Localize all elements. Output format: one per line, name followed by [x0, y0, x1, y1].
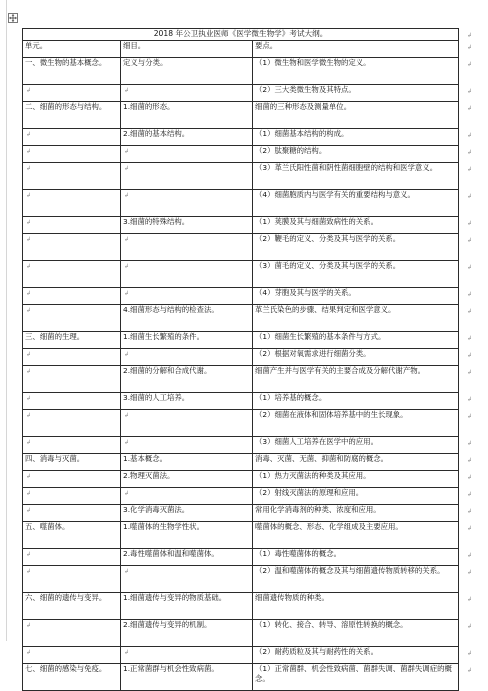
cell-end-mark: ↲ [26, 568, 32, 575]
cell-end-mark: ↲ [26, 307, 32, 314]
cell-end-mark: ↲ [26, 395, 32, 402]
item-cell[interactable] [121, 217, 253, 234]
point-cell[interactable] [253, 305, 473, 332]
row-end-mark: ↲ [467, 552, 473, 559]
row-end-mark: ↲ [467, 650, 473, 657]
cell-end-mark: ↲ [26, 622, 32, 629]
table-row [23, 454, 459, 471]
unit-cell-text: 七、细菌的感染与免疫。 [25, 664, 107, 673]
row-end-mark: ↲ [467, 596, 473, 603]
cell-end-mark: ↲ [26, 507, 32, 514]
header-row [23, 41, 459, 58]
item-cell-text: 2.毒性噬菌体和温和噬菌体。 [123, 549, 219, 558]
table-row [23, 85, 459, 102]
point-cell-text: （4）细菌胞质内与医学有关的重要结构与意义。 [255, 190, 415, 199]
item-cell-text: 1.细菌的形态。 [123, 102, 175, 111]
cell-end-mark: ↲ [26, 551, 32, 558]
table-row [23, 664, 459, 691]
row-end-mark: ↲ [467, 237, 473, 244]
point-cell-text: 细菌的三种形态及测量单位。 [255, 102, 352, 111]
item-cell-text: 3.细菌的特殊结构。 [123, 217, 190, 226]
unit-cell[interactable] [23, 593, 121, 620]
cell-end-mark: ↲ [26, 649, 32, 656]
cell-end-mark: ↲ [26, 368, 32, 375]
row-end-mark: ↲ [467, 474, 473, 481]
point-cell[interactable] [253, 102, 473, 129]
unit-cell[interactable] [23, 454, 121, 471]
table-row [23, 471, 459, 488]
table-row [23, 163, 459, 190]
item-cell[interactable] [121, 566, 253, 593]
point-cell-text: （2）鞭毛的定义、分类及其与医学的关系。 [255, 234, 401, 243]
table-row [23, 410, 459, 437]
point-cell[interactable] [253, 58, 473, 85]
item-cell[interactable] [121, 261, 253, 288]
unit-cell[interactable] [23, 146, 121, 163]
unit-cell-text: 二、细菌的形态与结构。 [25, 102, 107, 111]
cell-end-mark: ↲ [26, 192, 32, 199]
item-cell[interactable] [121, 146, 253, 163]
unit-cell[interactable] [23, 366, 121, 393]
point-cell[interactable] [253, 647, 473, 664]
item-cell-text: 1.基本概念。 [123, 454, 168, 463]
cell-end-mark: ↲ [26, 165, 32, 172]
point-cell-text: （3）细菌人工培养在医学中的应用。 [255, 437, 378, 446]
item-cell[interactable] [121, 410, 253, 437]
row-end-mark: ↲ [467, 132, 473, 139]
item-cell[interactable] [121, 522, 253, 549]
unit-cell[interactable] [23, 305, 121, 332]
point-cell[interactable] [253, 393, 473, 410]
unit-cell[interactable] [23, 163, 121, 190]
unit-cell[interactable] [23, 190, 121, 217]
cell-end-mark: ↲ [124, 165, 130, 172]
item-cell-text: 1.正常菌群与机会性致病菌。 [123, 664, 219, 673]
point-cell[interactable] [253, 163, 473, 190]
cell-end-mark: ↲ [124, 87, 130, 94]
point-cell[interactable] [253, 437, 473, 454]
row-end-mark: ↲ [467, 667, 473, 674]
cell-end-mark: ↲ [26, 290, 32, 297]
point-cell[interactable] [253, 620, 473, 647]
unit-cell[interactable] [23, 437, 121, 454]
header-item[interactable]: 细目。 [121, 41, 253, 58]
cell-end-mark: ↲ [26, 473, 32, 480]
point-cell[interactable] [253, 349, 473, 366]
row-end-mark: ↲ [467, 508, 473, 515]
table-row [23, 549, 459, 566]
cell-end-mark: ↲ [124, 439, 130, 446]
unit-cell[interactable] [23, 522, 121, 549]
point-cell-text: 噬菌体的概念、形态、化学组成及主要应用。 [255, 522, 403, 531]
point-cell[interactable] [253, 664, 473, 691]
item-cell-text: 3.化学消毒灭菌法。 [123, 505, 190, 514]
table-row [23, 129, 459, 146]
item-cell[interactable] [121, 505, 253, 522]
point-cell-text: 革兰氏染色的步骤、结果判定和医学意义。 [255, 305, 396, 314]
cell-end-mark: ↲ [26, 490, 32, 497]
point-cell[interactable] [253, 471, 473, 488]
item-cell[interactable] [121, 102, 253, 129]
item-cell[interactable] [121, 234, 253, 261]
point-cell-text: （2）射线灭菌法的原理和应用。 [255, 488, 364, 497]
cell-end-mark: ↲ [26, 236, 32, 243]
point-cell[interactable] [253, 217, 473, 234]
unit-cell[interactable] [23, 234, 121, 261]
item-cell-text: 2.物理灭菌法。 [123, 471, 175, 480]
cell-end-mark: ↲ [124, 568, 130, 575]
title-row [23, 29, 459, 41]
table-row [23, 146, 459, 163]
point-cell-text: （2）肽聚糖的结构。 [255, 146, 327, 155]
row-end-mark: ↲ [467, 569, 473, 576]
point-cell-text: 常用化学消毒剂的种类、浓度和应用。 [255, 505, 381, 514]
point-cell[interactable] [253, 410, 473, 437]
item-cell-text: 1.噬菌体的生物学性状。 [123, 522, 204, 531]
cell-end-mark: ↲ [124, 649, 130, 656]
item-cell[interactable] [121, 190, 253, 217]
point-cell-text: 细菌遗传物质的种类。 [255, 593, 329, 602]
unit-cell-text: 三、细菌的生理。 [25, 332, 85, 341]
table-row [23, 58, 459, 85]
table-row [23, 332, 459, 349]
row-end-mark: ↲ [467, 525, 473, 532]
item-cell[interactable] [121, 85, 253, 102]
row-end-mark: ↲ [467, 308, 473, 315]
item-cell-text: 2.细菌的基本结构。 [123, 129, 190, 138]
cell-end-mark: ↲ [26, 87, 32, 94]
item-cell-text: 4.细菌形态与结构的检查法。 [123, 305, 219, 314]
point-cell[interactable] [253, 190, 473, 217]
table-row [23, 217, 459, 234]
cell-end-mark: ↲ [26, 263, 32, 270]
unit-cell[interactable] [23, 410, 121, 437]
table-row [23, 488, 459, 505]
unit-cell[interactable] [23, 217, 121, 234]
point-cell-text: （4）芽胞及其与医学的关系。 [255, 288, 356, 297]
table-row [23, 305, 459, 332]
row-end-mark: ↲ [467, 193, 473, 200]
unit-cell[interactable] [23, 58, 121, 85]
item-cell[interactable] [121, 664, 253, 691]
point-cell-text: 消毒、灭菌、无菌、抑菌和防腐的概念。 [255, 454, 389, 463]
point-cell[interactable] [253, 146, 473, 163]
point-cell-text: （1）培养基的概念。 [255, 393, 327, 402]
row-end-mark: ↲ [467, 166, 473, 173]
point-cell-text: （1）毒性噬菌体的概念。 [255, 549, 342, 558]
item-cell[interactable] [121, 349, 253, 366]
cell-end-mark: ↲ [124, 490, 130, 497]
point-cell-text: （1）荚膜及其与细菌致病性的关系。 [255, 217, 378, 226]
table-move-handle-icon[interactable] [8, 13, 18, 23]
unit-cell[interactable] [23, 620, 121, 647]
row-end-mark: ↲ [467, 352, 473, 359]
cell-end-mark: ↲ [124, 290, 130, 297]
point-cell[interactable] [253, 566, 473, 593]
point-cell-text: 细菌产生并与医学有关的主要合成及分解代谢产物。 [255, 366, 425, 375]
table-row [23, 349, 459, 366]
point-cell[interactable] [253, 288, 473, 305]
table-row [23, 566, 459, 593]
table-row [23, 593, 459, 620]
point-cell-text: （2）三大类微生物及其特点。 [255, 85, 356, 94]
table-row [23, 190, 459, 217]
cell-end-mark: ↲ [124, 192, 130, 199]
item-cell[interactable] [121, 647, 253, 664]
item-cell[interactable] [121, 620, 253, 647]
row-end-mark: ↲ [467, 88, 473, 95]
item-cell-text: 2.细菌的分解和合成代谢。 [123, 366, 212, 375]
item-cell-text: 定义与分类。 [123, 58, 168, 67]
cell-end-mark: ↲ [26, 148, 32, 155]
header-point[interactable]: 要点。 ↲ [253, 41, 459, 58]
row-end-mark: ↲ [467, 623, 473, 630]
unit-cell[interactable] [23, 261, 121, 288]
cell-end-mark: ↲ [26, 439, 32, 446]
unit-cell-text: 一、微生物的基本概念。 [25, 58, 107, 67]
point-cell-text: （1）细菌生长繁殖的基本条件与方式。 [255, 332, 386, 341]
exam-outline-table [22, 28, 473, 691]
unit-cell[interactable] [23, 349, 121, 366]
item-cell[interactable] [121, 129, 253, 146]
item-cell-text: 1.细菌生长繁殖的条件。 [123, 332, 204, 341]
row-end-mark: ↲ [467, 457, 473, 464]
unit-cell[interactable] [23, 471, 121, 488]
point-cell-text: （2）温和噬菌体的概念及其与细菌遗传物质转移的关系。 [255, 566, 445, 575]
unit-cell[interactable] [23, 505, 121, 522]
point-cell[interactable] [253, 488, 473, 505]
cell-end-mark: ↲ [124, 148, 130, 155]
item-cell[interactable] [121, 58, 253, 85]
cell-end-mark: ↲ [26, 131, 32, 138]
row-end-mark: ↲ [467, 149, 473, 156]
point-cell[interactable] [253, 332, 473, 349]
unit-cell[interactable] [23, 549, 121, 566]
unit-cell[interactable] [23, 288, 121, 305]
row-end-mark: ↲ [467, 291, 473, 298]
table-row [23, 620, 459, 647]
table-row [23, 261, 459, 288]
row-end-mark: ↲ [467, 105, 473, 112]
point-cell[interactable] [253, 129, 473, 146]
row-end-mark: ↲ [467, 61, 473, 68]
unit-cell[interactable] [23, 102, 121, 129]
table-row [23, 393, 459, 410]
point-cell-text: （1）正常菌群、机会性致病菌、菌群失调、菌群失调症的概念。 [255, 664, 452, 683]
point-cell-text: （3）革兰氏阳性菌和阴性菌细胞壁的结构和医学意义。 [255, 163, 438, 172]
table-row [23, 505, 459, 522]
table-row [23, 437, 459, 454]
row-end-mark: ↲ [467, 220, 473, 227]
item-cell[interactable] [121, 454, 253, 471]
point-cell[interactable] [253, 85, 473, 102]
unit-cell[interactable] [23, 393, 121, 410]
unit-cell[interactable] [23, 129, 121, 146]
point-cell[interactable] [253, 234, 473, 261]
point-cell[interactable] [253, 454, 473, 471]
unit-cell-text: 六、细菌的遗传与变异。 [25, 593, 107, 602]
table-row [23, 102, 459, 129]
row-end-mark: ↲ [467, 335, 473, 342]
row-end-mark: ↲ [467, 369, 473, 376]
row-end-mark: ↲ [467, 491, 473, 498]
point-cell-text: （2）根据对氧需求进行细菌分类。 [255, 349, 371, 358]
row-end-mark: ↲ [467, 440, 473, 447]
item-cell[interactable] [121, 437, 253, 454]
header-unit[interactable]: 单元。 [23, 41, 121, 58]
table-row [23, 288, 459, 305]
unit-cell[interactable] [23, 488, 121, 505]
unit-cell[interactable] [23, 647, 121, 664]
point-cell-text: （1）转化、接合、转导、溶原性转换的概念。 [255, 620, 408, 629]
point-cell-text: （2）细菌在液体和固体培养基中的生长现象。 [255, 410, 408, 419]
cell-end-mark: ↲ [124, 351, 130, 358]
unit-cell[interactable] [23, 566, 121, 593]
item-cell[interactable] [121, 163, 253, 190]
item-cell[interactable] [121, 332, 253, 349]
table-row [23, 522, 459, 549]
point-cell-text: （3）菌毛的定义、分类及其与医学的关系。 [255, 261, 401, 270]
unit-cell[interactable] [23, 664, 121, 691]
cell-end-mark: ↲ [124, 412, 130, 419]
point-cell[interactable] [253, 522, 473, 549]
table-row [23, 647, 459, 664]
point-cell[interactable] [253, 366, 473, 393]
unit-cell[interactable] [23, 85, 121, 102]
item-cell-text: 1.细菌遗传与变异的物质基础。 [123, 593, 227, 602]
page-margin-edge [0, 0, 7, 641]
point-cell[interactable] [253, 505, 473, 522]
point-cell-text: （1）细菌基本结构的构成。 [255, 129, 349, 138]
unit-cell-text: 五、噬菌体。 [25, 522, 70, 531]
cell-end-mark: ↲ [124, 263, 130, 270]
item-cell[interactable] [121, 288, 253, 305]
item-cell-text: 3.细菌的人工培养。 [123, 393, 190, 402]
document-title[interactable]: 2018 年公卫执业医师《医学微生物学》考试大纲。 ↲ [23, 29, 459, 41]
point-cell[interactable] [253, 593, 473, 620]
item-cell-text: 2.细菌遗传与变异的机制。 [123, 620, 212, 629]
row-end-mark: ↲ [467, 264, 473, 271]
unit-cell-text: 四、消毒与灭菌。 [25, 454, 85, 463]
point-cell[interactable] [253, 261, 473, 288]
cell-end-mark: ↲ [26, 219, 32, 226]
item-cell[interactable] [121, 471, 253, 488]
row-end-mark: ↲ [467, 413, 473, 420]
unit-cell[interactable] [23, 332, 121, 349]
item-cell[interactable] [121, 366, 253, 393]
row-end-mark: ↲ [467, 396, 473, 403]
point-cell-text: （2）耐药质粒及其与耐药性的关系。 [255, 647, 378, 656]
item-cell[interactable] [121, 488, 253, 505]
item-cell[interactable] [121, 305, 253, 332]
item-cell[interactable] [121, 549, 253, 566]
cell-end-mark: ↲ [26, 351, 32, 358]
point-cell-text: （1）热力灭菌法的种类及其应用。 [255, 471, 371, 480]
cell-end-mark: ↲ [124, 236, 130, 243]
point-cell[interactable] [253, 549, 473, 566]
table-row [23, 366, 459, 393]
point-cell-text: （1）微生物和医学微生物的定义。 [255, 58, 371, 67]
table-row [23, 234, 459, 261]
item-cell[interactable] [121, 393, 253, 410]
cell-end-mark: ↲ [26, 412, 32, 419]
item-cell[interactable] [121, 593, 253, 620]
